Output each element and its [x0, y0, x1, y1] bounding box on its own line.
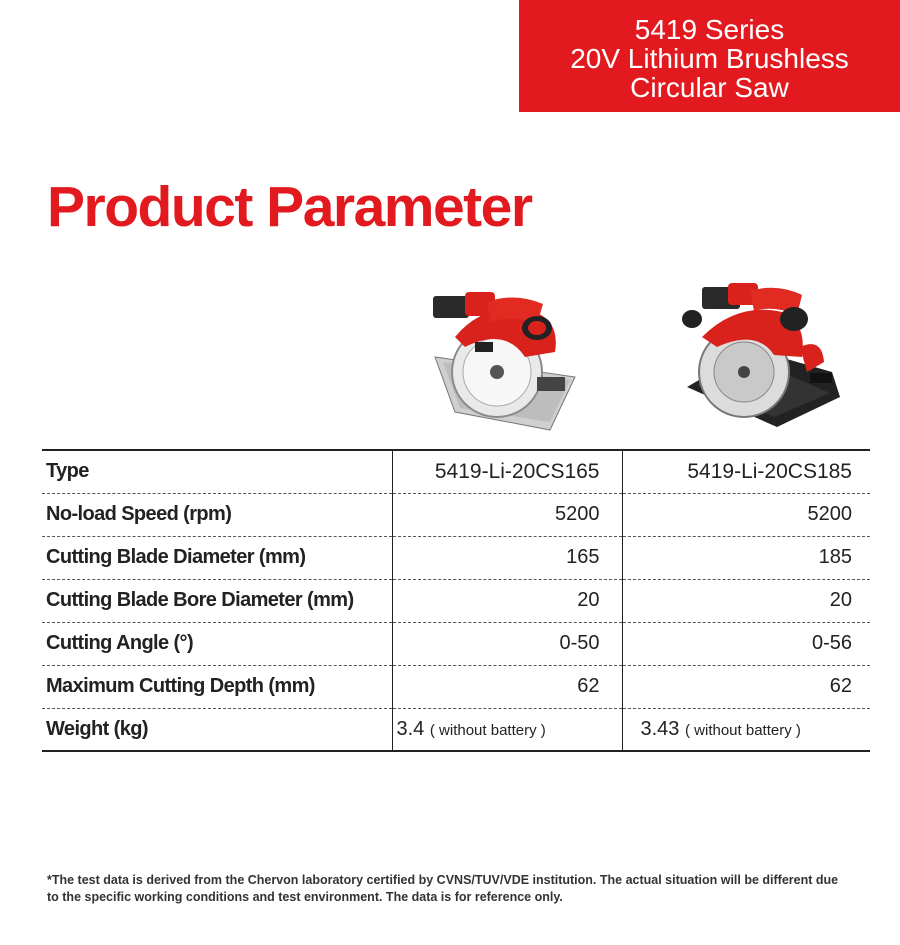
value-cs185: 5419-Li-20CS185 [622, 450, 870, 493]
table-row [42, 536, 870, 579]
value-cs165: 165 [392, 536, 622, 579]
value-cs185: 62 [622, 665, 870, 708]
table-row [42, 708, 870, 751]
weight-value: 3.4 [396, 717, 425, 740]
value-cs185: 5200 [622, 493, 870, 536]
spec-table [42, 449, 870, 752]
value-cs185 [622, 708, 870, 751]
banner-series: 5419 Series [634, 13, 785, 45]
table-row [42, 622, 870, 665]
value-cs165 [392, 708, 622, 751]
value-cs185: 20 [622, 579, 870, 622]
table-row [42, 665, 870, 708]
value-cs165: 5200 [392, 493, 622, 536]
value-cs185: 0-56 [622, 622, 870, 665]
row-label: No-load Speed (rpm) [42, 493, 392, 536]
row-label: Cutting Blade Diameter (mm) [42, 536, 392, 579]
banner-product: Circular Saw [630, 71, 789, 103]
row-label: Weight (kg) [46, 717, 148, 740]
value-cs165: 62 [392, 665, 622, 708]
series-banner [519, 0, 900, 112]
value-cs185: 185 [622, 536, 870, 579]
value-cs165: 20 [392, 579, 622, 622]
circular-saw-165-image [425, 282, 590, 432]
table-row [42, 493, 870, 536]
row-label: Type [42, 450, 392, 493]
weight-note: ( without battery ) [685, 721, 801, 739]
row-label: Maximum Cutting Depth (mm) [42, 665, 392, 708]
banner-voltage: 20V Lithium Brushless [570, 42, 849, 74]
value-cs165: 0-50 [392, 622, 622, 665]
value-cs165: 5419-Li-20CS165 [392, 450, 622, 493]
circular-saw-185-image [682, 277, 842, 429]
table-row [42, 450, 870, 493]
weight-value: 3.43 [640, 717, 680, 740]
row-label: Cutting Blade Bore Diameter (mm) [42, 579, 392, 622]
weight-note: ( without battery ) [429, 721, 546, 739]
disclaimer-text: *The test data is derived from the Chervon laboratory certified by CVNS/TUV/VDE institution. The actual situation will be different due to the specific working conditions and test environment. The data is for reference only. [47, 873, 839, 904]
row-label: Cutting Angle (°) [42, 622, 392, 665]
page-title: Product Parameter [47, 175, 532, 239]
table-row [42, 579, 870, 622]
